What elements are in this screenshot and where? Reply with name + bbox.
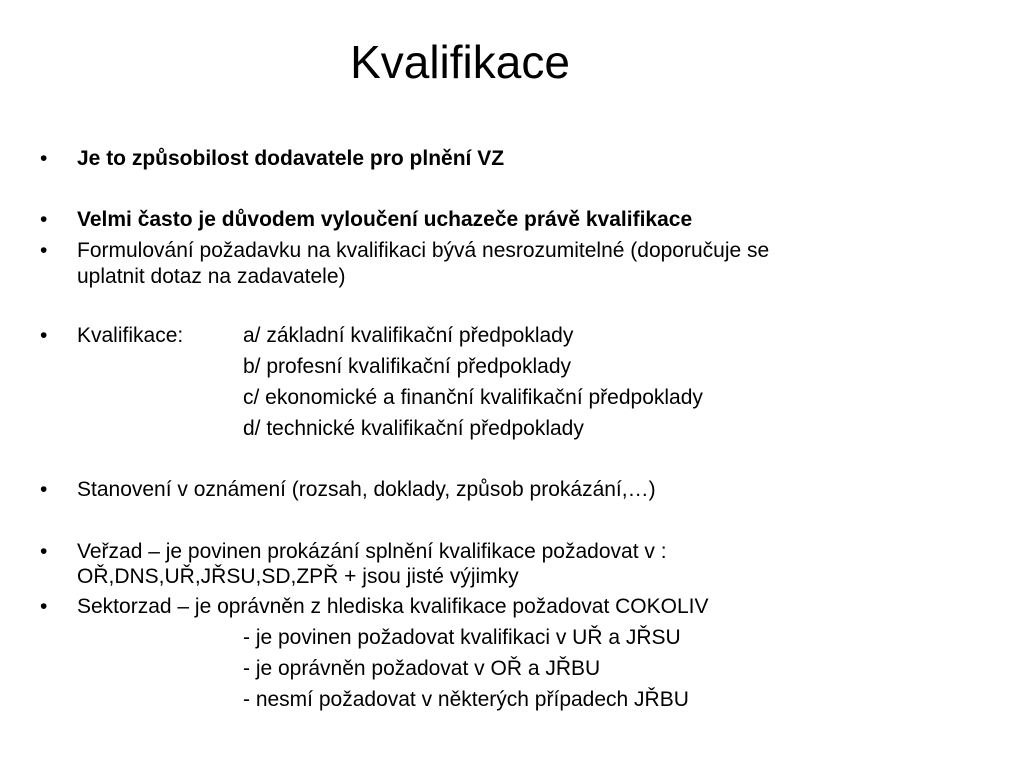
- bullet-item-qualification-label: Kvalifikace:: [77, 324, 184, 347]
- bullet-marker: •: [40, 239, 48, 262]
- sektorzad-subitem-3: - nesmí požadovat v některých případech JŘBU: [243, 688, 689, 711]
- bullet-marker: •: [40, 324, 48, 347]
- slide-title: Kvalifikace: [350, 36, 570, 88]
- bullet-item-exclusion: Velmi často je důvodem vyloučení uchazeče právě kvalifikace: [77, 208, 693, 231]
- sektorzad-subitem-2: - je oprávněn požadovat v OŘ a JŘBU: [243, 657, 601, 680]
- bullet-item-formulation-line-1: Formulování požadavku na kvalifikaci bývá nesrozumitelné (doporučuje se: [77, 239, 770, 262]
- bullet-item-announcement: Stanovení v oznámení (rozsah, doklady, způsob prokázání,…): [77, 478, 656, 501]
- bullet-marker: •: [40, 478, 48, 501]
- bullet-item-verzad-line-2: OŘ,DNS,UŘ,JŘSU,SD,ZPŘ + jsou jisté výjimky: [77, 565, 519, 588]
- qualification-subitem-c: c/ ekonomické a finanční kvalifikační předpoklady: [243, 386, 703, 409]
- bullet-item-formulation-line-2: uplatnit dotaz na zadavatele): [77, 265, 346, 288]
- bullet-item-verzad-line-1: Veřzad – je povinen prokázání splnění kvalifikace požadovat v :: [77, 540, 667, 563]
- bullet-marker: •: [40, 540, 48, 563]
- bullet-marker: •: [40, 595, 48, 618]
- bullet-item-competence: Je to způsobilost dodavatele pro plnění VZ: [77, 147, 505, 170]
- qualification-subitem-a: a/ základní kvalifikační předpoklady: [243, 324, 574, 347]
- qualification-subitem-b: b/ profesní kvalifikační předpoklady: [243, 355, 572, 378]
- bullet-marker: •: [40, 208, 48, 231]
- sektorzad-subitem-1: - je povinen požadovat kvalifikaci v UŘ a JŘSU: [243, 626, 681, 649]
- bullet-marker: •: [40, 147, 48, 170]
- bullet-item-sektorzad: Sektorzad – je oprávněn z hlediska kvalifikace požadovat COKOLIV: [77, 595, 709, 618]
- qualification-subitem-d: d/ technické kvalifikační předpoklady: [243, 417, 584, 440]
